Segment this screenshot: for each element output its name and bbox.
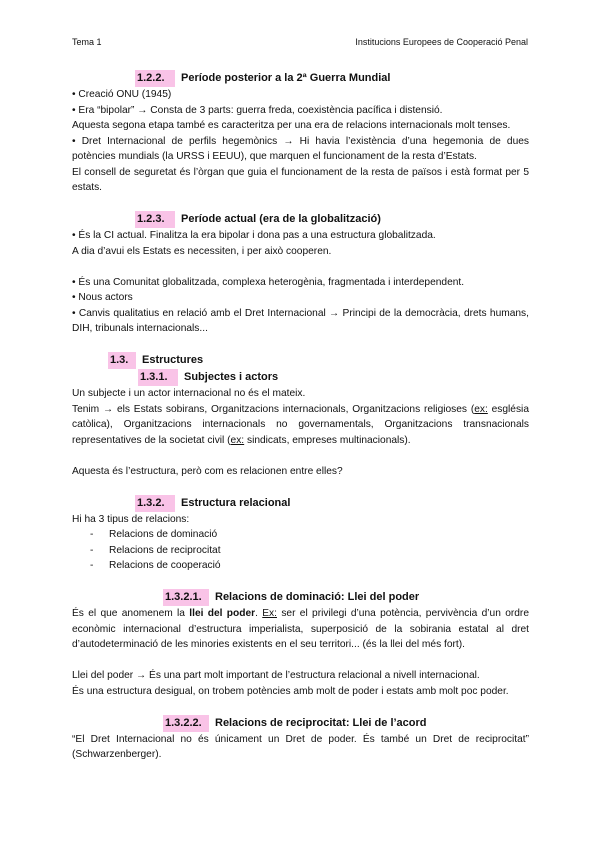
text-run: . <box>255 608 263 619</box>
list-item-text: Relacions de reciprocitat <box>109 544 221 556</box>
heading-1-3 <box>72 352 529 369</box>
heading-1-2-3 <box>72 211 529 228</box>
list-item-text: Relacions de dominació <box>109 529 218 540</box>
text-run: ser el privilegi d’una potència, pervivència d’un ordre econòmic internacional d’estructura imperialista, superposició de la sobirania estatal al dret d’autodeterminació de les minories existents en el seu territori... (és la llei del més fort). <box>72 608 529 650</box>
paragraph-estructura-desigual: És una estructura desigual, on trobem potències amb molt de poder i estats amb molt poc poder. <box>72 685 509 697</box>
text-run: És el que anomenem la <box>72 608 190 619</box>
section-number: 1.3.2. <box>135 495 175 512</box>
paragraph-estructura-question: Aquesta és l’estructura, però com es relacionen entre elles? <box>72 465 343 477</box>
bullet-comunitat-globalitzada: • És una Comunitat globalitzada, complexa heterogènia, fragmentada i interdependent. <box>72 276 465 288</box>
dash-marker: - <box>90 529 94 540</box>
section-title: Subjectes i actors <box>184 371 279 383</box>
bullet-ci-actual: • És la CI actual. Finalitza la era bipolar i dona pas a una estructura globalitzada. <box>72 230 436 241</box>
section-number: 1.3. <box>108 352 136 369</box>
paragraph-tenim <box>72 402 529 449</box>
paragraph-subjecte-actor: Un subjecte i un actor internacional no és el mateix. <box>72 388 306 399</box>
running-header-title: Institucions Europees de Cooperació Penal <box>355 37 528 47</box>
bullet-dret-hegemonic: • Dret Internacional de perfils hegemònics → Hi havia l’existència d’una hegemonia de dues potències mundials (la URSS i EEUU), que marquen el funcionament de la resta d’Estats. <box>72 135 529 162</box>
relations-list <box>72 527 529 574</box>
bold-term: llei del poder <box>189 608 256 619</box>
list-item-text: Relacions de cooperació <box>109 560 221 571</box>
paragraph-llei-poder-arrow: Llei del poder → És una part molt important de l’estructura relacional a nivell internacional. <box>72 670 480 681</box>
paragraph-consell-seguretat: El consell de seguretat és l’òrgan que guia el funcionament de la resta de països i està format per 5 estats. <box>72 166 529 193</box>
section-title: Estructures <box>142 354 204 366</box>
heading-1-2-2 <box>72 70 529 87</box>
bullet-nous-actors: • Nous actors <box>72 292 133 303</box>
section-number: 1.2.3. <box>135 211 175 228</box>
text-run: Tenim → els Estats sobirans, Organitzacions internacionals, Organitzacions religioses ( <box>72 403 475 415</box>
section-title: Període actual (era de la globalització) <box>181 213 381 225</box>
list-item <box>72 543 529 559</box>
paragraph-tipus-relacions: Hi ha 3 tipus de relacions: <box>72 513 190 525</box>
heading-1-3-2-2 <box>72 715 529 732</box>
running-header-topic: Tema 1 <box>72 37 102 47</box>
paragraph-quote-schwarzenberger: “El Dret Internacional no és únicament un Dret de poder. És també un Dret de reciprocitat” (Schwarzenberger). <box>72 733 529 760</box>
paragraph-segona-etapa: Aquesta segona etapa també es caracteritza per una era de relacions internacionals molt tenses. <box>72 120 511 131</box>
paragraph-estats-cooperen: A dia d’avui els Estats es necessiten, i per això cooperen. <box>72 245 332 257</box>
dash-marker: - <box>90 560 94 571</box>
section-title: Relacions de reciprocitat: Llei de l’acord <box>215 716 427 729</box>
heading-1-3-2 <box>72 495 529 512</box>
list-item <box>72 527 529 543</box>
bullet-era-bipolar: • Era “bipolar” → Consta de 3 parts: guerra freda, coexistència pacífica i distensió. <box>72 104 443 116</box>
example-marker: ex: <box>230 434 245 446</box>
section-number: 1.2.2. <box>135 70 175 87</box>
dash-marker: - <box>90 544 94 556</box>
list-item <box>72 558 529 574</box>
section-number: 1.3.1. <box>138 369 178 386</box>
example-marker: Ex: <box>262 608 277 619</box>
heading-1-3-2-1 <box>72 589 529 606</box>
section-title: Estructura relacional <box>181 496 291 509</box>
document-body <box>72 70 529 763</box>
example-marker: ex: <box>474 403 488 415</box>
heading-1-3-1 <box>72 369 529 386</box>
section-number: 1.3.2.1. <box>163 589 209 606</box>
text-run: sindicats, empreses multinacionals). <box>244 434 411 446</box>
bullet-creacio-onu: • Creació ONU (1945) <box>72 89 172 100</box>
bullet-canvis-qualitatius: • Canvis qualitatius en relació amb el Dret Internacional → Principi de la democràcia, drets humans, DIH, tribunals internacionals... <box>72 307 529 334</box>
text-run: església catòlica), Organitzacions internacionals no governamentals, Organitzacions transnacionals representatives de la societat civil ( <box>72 403 529 446</box>
section-number: 1.3.2.2. <box>163 715 209 732</box>
section-title: Període posterior a la 2ª Guerra Mundial <box>181 72 391 84</box>
paragraph-llei-poder <box>72 606 529 653</box>
section-title: Relacions de dominació: Llei del poder <box>215 591 420 603</box>
